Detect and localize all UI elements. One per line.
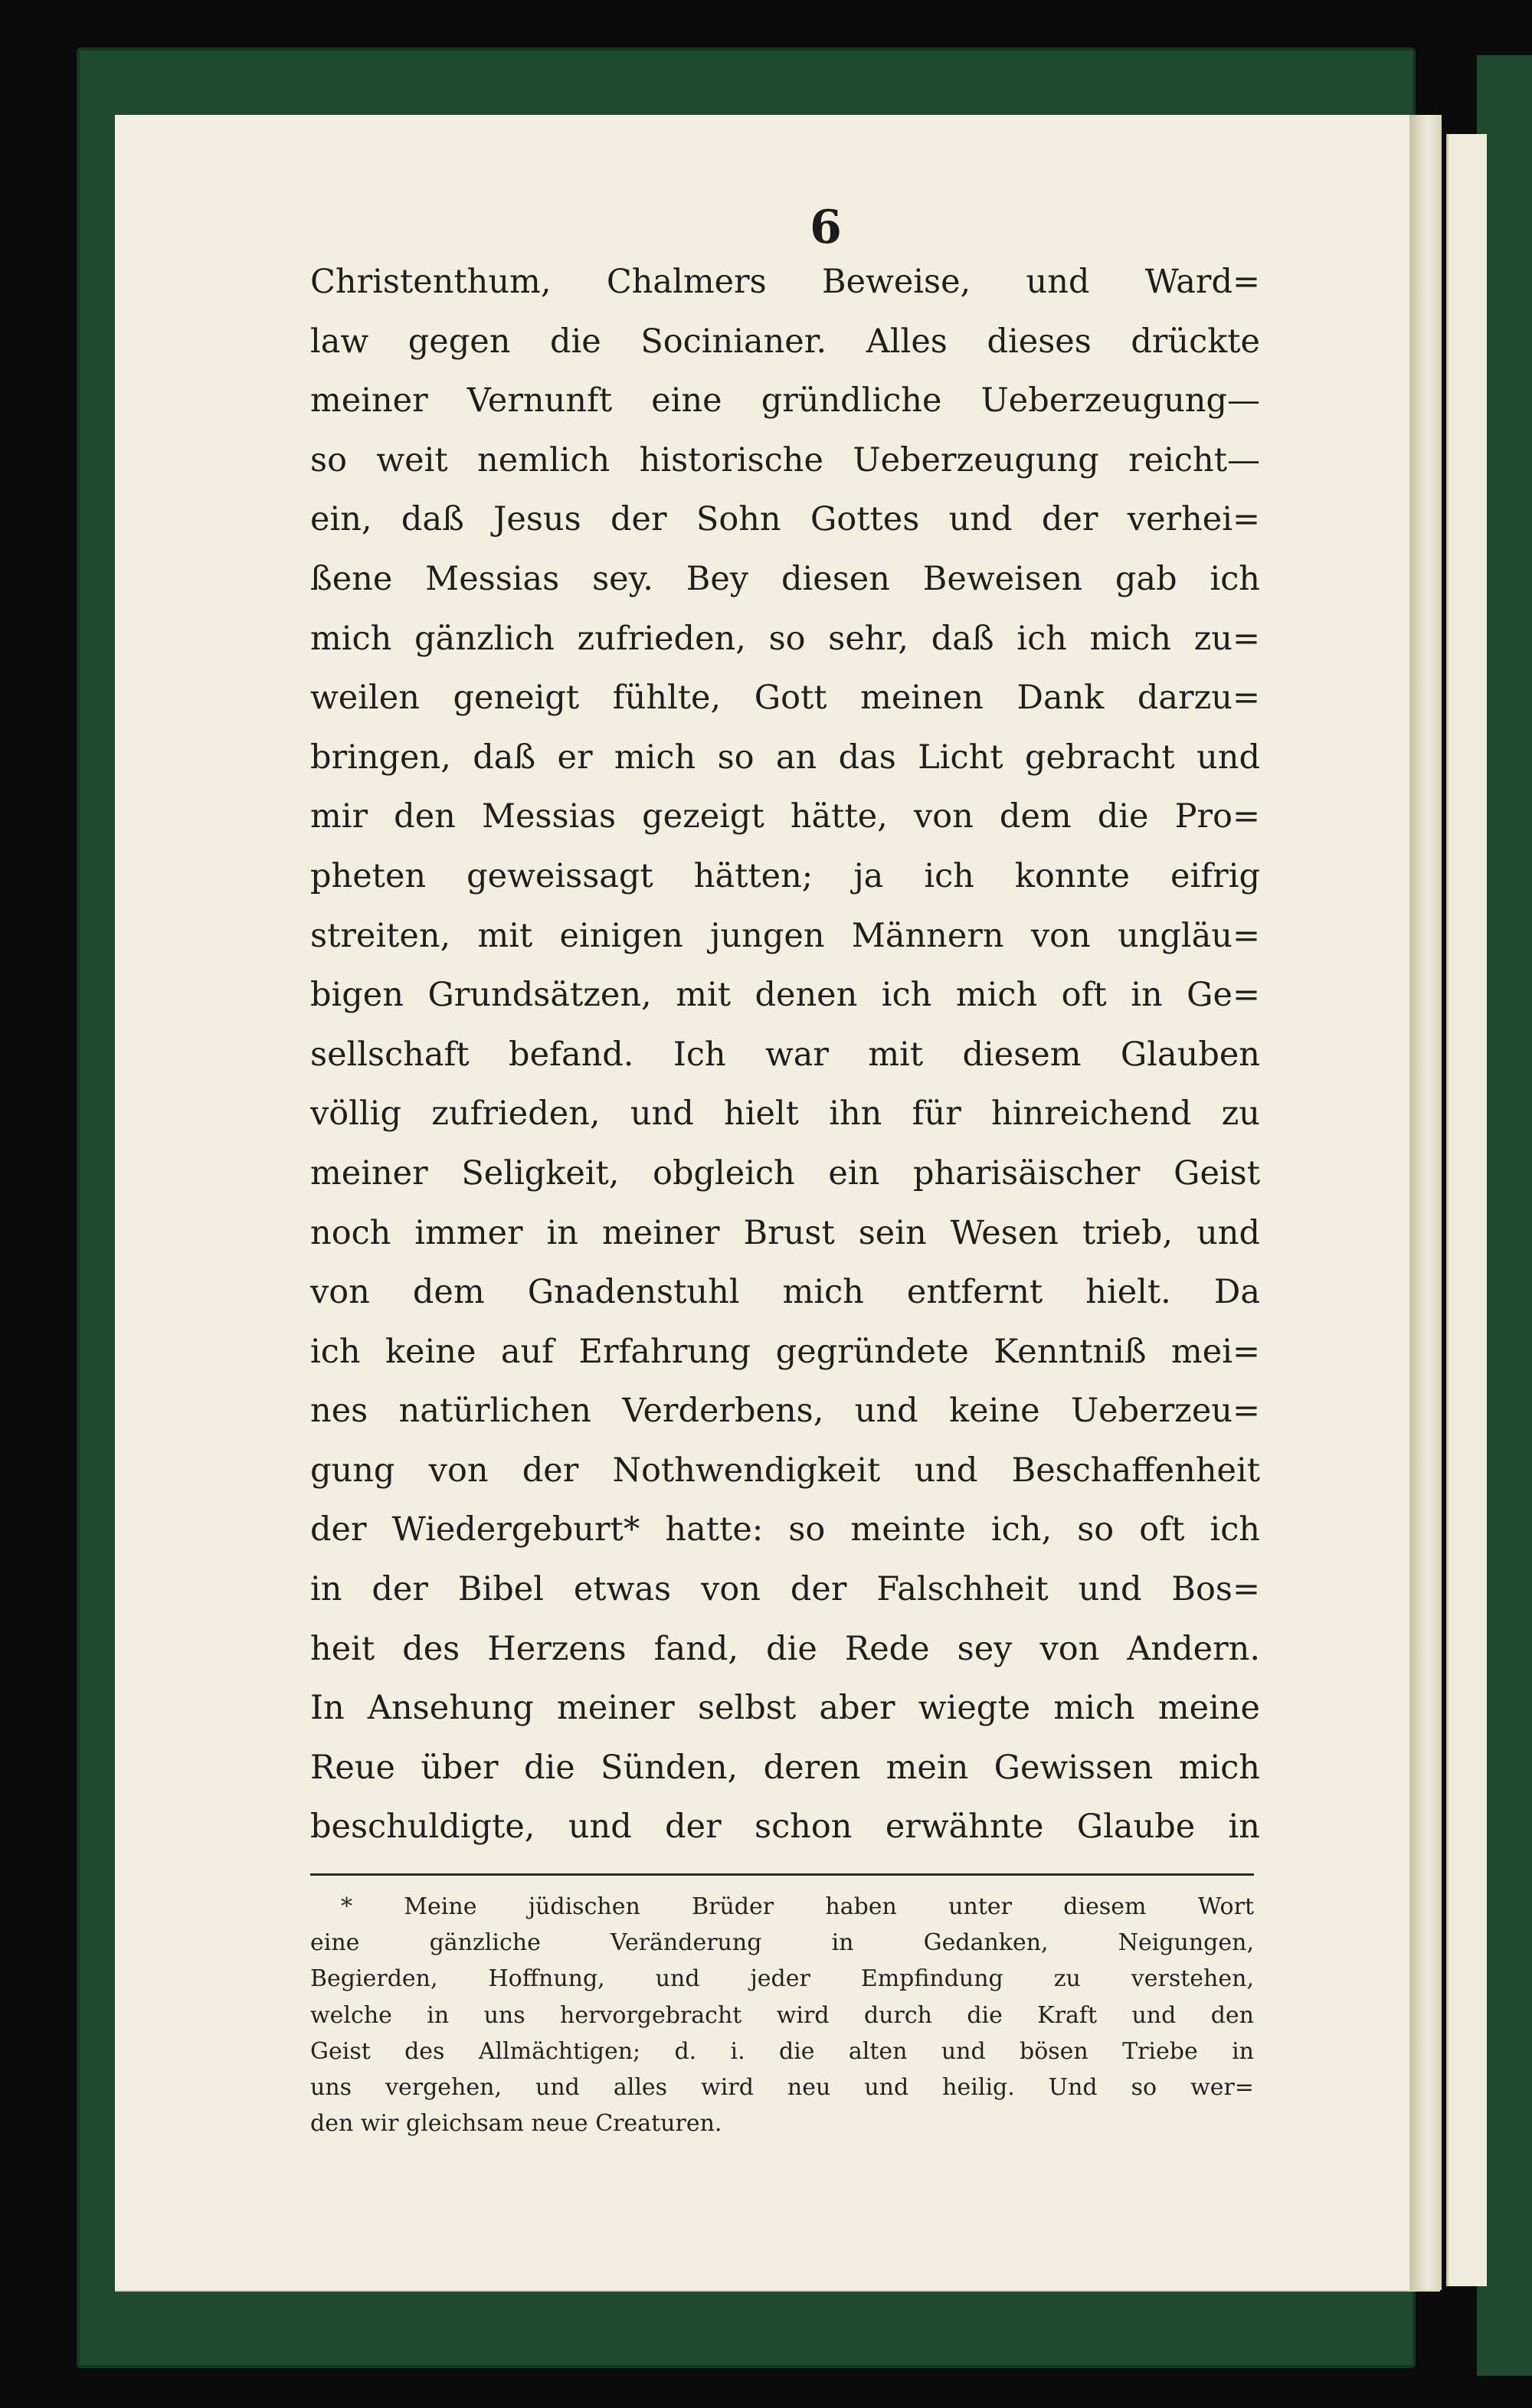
text-line: so weit nemlich historische Ueberzeugung reicht— [310, 440, 1260, 479]
text-line: pheten geweissagt hätten; ja ich konnte eifrig [310, 856, 1260, 895]
text-line: In Ansehung meiner selbst aber wiegte mich meine [310, 1689, 1260, 1728]
text-line: von dem Gnadenstuhl mich entfernt hielt. Da [310, 1273, 1260, 1312]
text-line: sellschaft befand. Ich war mit diesem Glauben [310, 1035, 1260, 1074]
footnote-line: eine gänzliche Veränderung in Gedanken, Neigungen, [310, 1929, 1254, 1957]
text-line: beschuldigte, und der schon erwähnte Glaube in [310, 1808, 1260, 1847]
text-line: in der Bibel etwas von der Falschheit und Bos= [310, 1570, 1260, 1609]
page-number: 6 [810, 201, 842, 254]
footnote-line: uns vergehen, und alles wird neu und heilig. Und so wer= [310, 2073, 1254, 2101]
text-line: der Wiedergeburt* hatte: so meinte ich, so oft ich [310, 1510, 1260, 1549]
text-line: heit des Herzens fand, die Rede sey von Andern. [310, 1629, 1260, 1668]
text-line: noch immer in meiner Brust sein Wesen trieb, und [310, 1213, 1260, 1252]
text-line: bigen Grundsätzen, mit denen ich mich oft in Ge= [310, 976, 1260, 1015]
text-line: streiten, mit einigen jungen Männern von ungläu= [310, 916, 1260, 955]
body-text [310, 253, 1260, 1857]
text-line: meiner Vernunft eine gründliche Ueberzeugung— [310, 381, 1260, 420]
page-gutter [1409, 115, 1440, 2290]
facing-page-edge [1446, 134, 1487, 2286]
text-line: mir den Messias gezeigt hätte, von dem die Pro= [310, 797, 1260, 836]
text-line: bringen, daß er mich so an das Licht gebracht und [310, 738, 1260, 777]
text-line: völlig zufrieden, und hielt ihn für hinreichend zu [310, 1094, 1260, 1134]
footnote-line: Geist des Allmächtigen; d. i. die alten und bösen Triebe in [310, 2037, 1254, 2065]
footnote-divider [310, 1873, 1254, 1876]
text-line: Reue über die Sünden, deren mein Gewissen mich [310, 1748, 1260, 1787]
text-line: ich keine auf Erfahrung gegründete Kenntniß mei= [310, 1332, 1260, 1371]
text-line: mich gänzlich zufrieden, so sehr, daß ich mich zu= [310, 619, 1260, 658]
text-line: nes natürlichen Verderbens, und keine Ueberzeu= [310, 1392, 1260, 1431]
text-line: ein, daß Jesus der Sohn Gottes und der verhei= [310, 500, 1260, 539]
text-line: ßene Messias sey. Bey diesen Beweisen gab ich [310, 559, 1260, 598]
text-line: law gegen die Socinianer. Alles dieses drückte [310, 322, 1260, 361]
text-line: gung von der Nothwendigkeit und Beschaffenheit [310, 1451, 1260, 1490]
footnote-line: Begierden, Hoffnung, und jeder Empfindung zu verstehen, [310, 1965, 1254, 1993]
footnote-line: den wir gleichsam neue Creaturen. [310, 2110, 722, 2138]
footnote [310, 1889, 1254, 2141]
footnote-line: welche in uns hervorgebracht wird durch die Kraft und den [310, 2001, 1254, 2029]
text-line: meiner Seligkeit, obgleich ein pharisäischer Geist [310, 1153, 1260, 1193]
text-line: Christenthum, Chalmers Beweise, und Ward= [310, 263, 1260, 301]
footnote-line: * Meine jüdischen Brüder haben unter diesem Wort [341, 1893, 1254, 1920]
text-line: weilen geneigt fühlte, Gott meinen Dank darzu= [310, 679, 1260, 718]
